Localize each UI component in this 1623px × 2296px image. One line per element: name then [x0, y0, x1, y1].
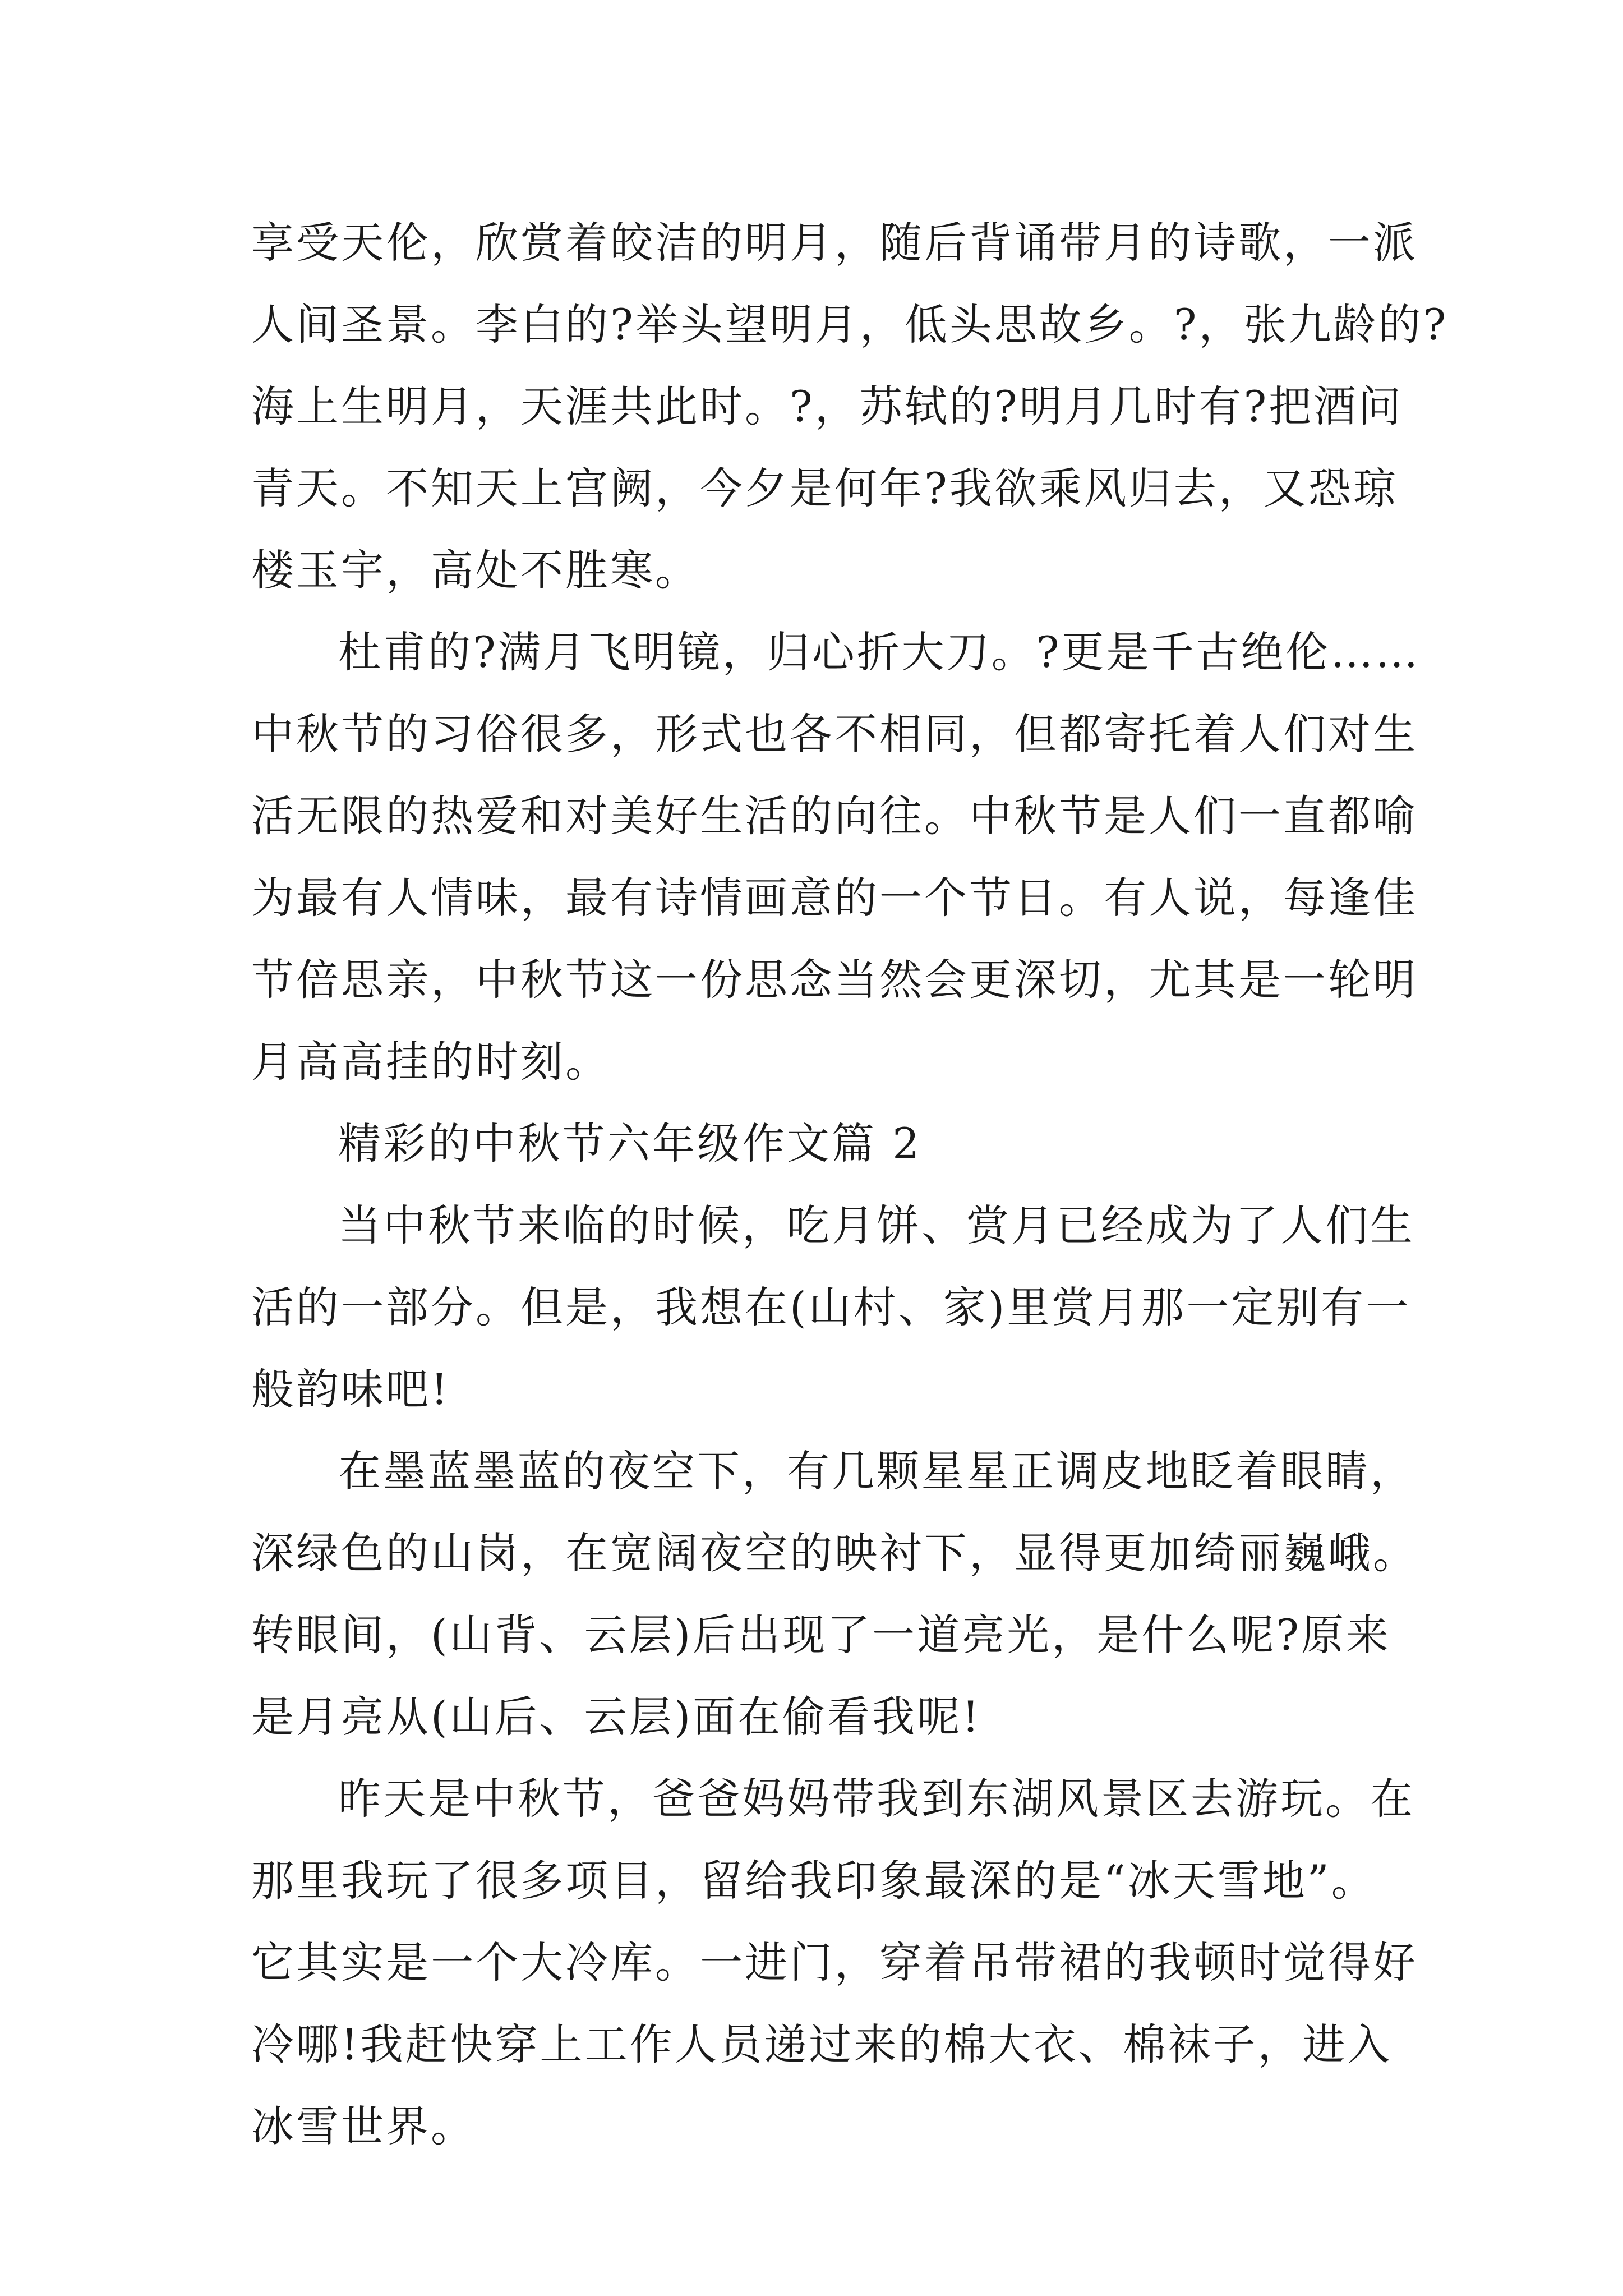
- text-line: 般韵味吧!: [251, 1364, 450, 1414]
- text-line: 冰雪世界。: [251, 2101, 476, 2151]
- text-line: 为最有人情味，最有诗情画意的一个节日。有人说，每逢佳: [251, 873, 1418, 923]
- text-line: 中秋节的习俗很多，形式也各不相同，但都寄托着人们对生: [251, 709, 1418, 759]
- text-line: 楼玉宇，高处不胜寒。: [251, 545, 700, 595]
- text-line: 转眼间，(山背、云层)后出现了一道亮光，是什么呢?原来: [251, 1610, 1391, 1660]
- text-line: 节倍思亲，中秋节这一份思念当然会更深切，尤其是一轮明: [251, 955, 1418, 1005]
- text-line: 享受天伦，欣赏着皎洁的明月，随后背诵带月的诗歌，一派: [251, 218, 1418, 268]
- text-line: 那里我玩了很多项目，留给我印象最深的是“冰天雪地”。: [251, 1856, 1376, 1906]
- text-line: 海上生明月，天涯共此时。?，苏轼的?明月几时有?把酒问: [251, 381, 1404, 431]
- text-line: 青天。不知天上宫阙，今夕是何年?我欲乘风归去，又恐琼: [251, 463, 1398, 513]
- text-line: 是月亮从(山后、云层)面在偷看我呢!: [251, 1692, 981, 1742]
- text-line: 冷哪!我赶快穿上工作人员递过来的棉大衣、棉袜子，进入: [251, 2019, 1393, 2069]
- text-line: 它其实是一个大冷库。一进门，穿着吊带裙的我顿时觉得好: [251, 1938, 1418, 1987]
- section-heading: 精彩的中秋节六年级作文篇 2: [338, 1119, 922, 1168]
- text-line: 昨天是中秋节，爸爸妈妈带我到东湖风景区去游玩。在: [338, 1774, 1415, 1824]
- text-line: 活的一部分。但是，我想在(山村、家)里赏月那一定别有一: [251, 1282, 1411, 1332]
- text-line: 当中秋节来临的时候，吃月饼、赏月已经成为了人们生: [338, 1200, 1415, 1250]
- text-line: 杜甫的?满月飞明镜，归心折大刀。?更是千古绝伦……: [338, 627, 1421, 677]
- text-line: 在墨蓝墨蓝的夜空下，有几颗星星正调皮地眨着眼睛，: [338, 1446, 1415, 1496]
- text-line: 活无限的热爱和对美好生活的向往。中秋节是人们一直都喻: [251, 791, 1418, 841]
- essay-body: [251, 202, 1449, 2168]
- text-line: 人间圣景。李白的?举头望明月，低头思故乡。?，张九龄的?: [251, 300, 1449, 349]
- text-line: 月高高挂的时刻。: [251, 1037, 610, 1087]
- text-line: 深绿色的山岗，在宽阔夜空的映衬下，显得更加绮丽巍峨。: [251, 1528, 1418, 1578]
